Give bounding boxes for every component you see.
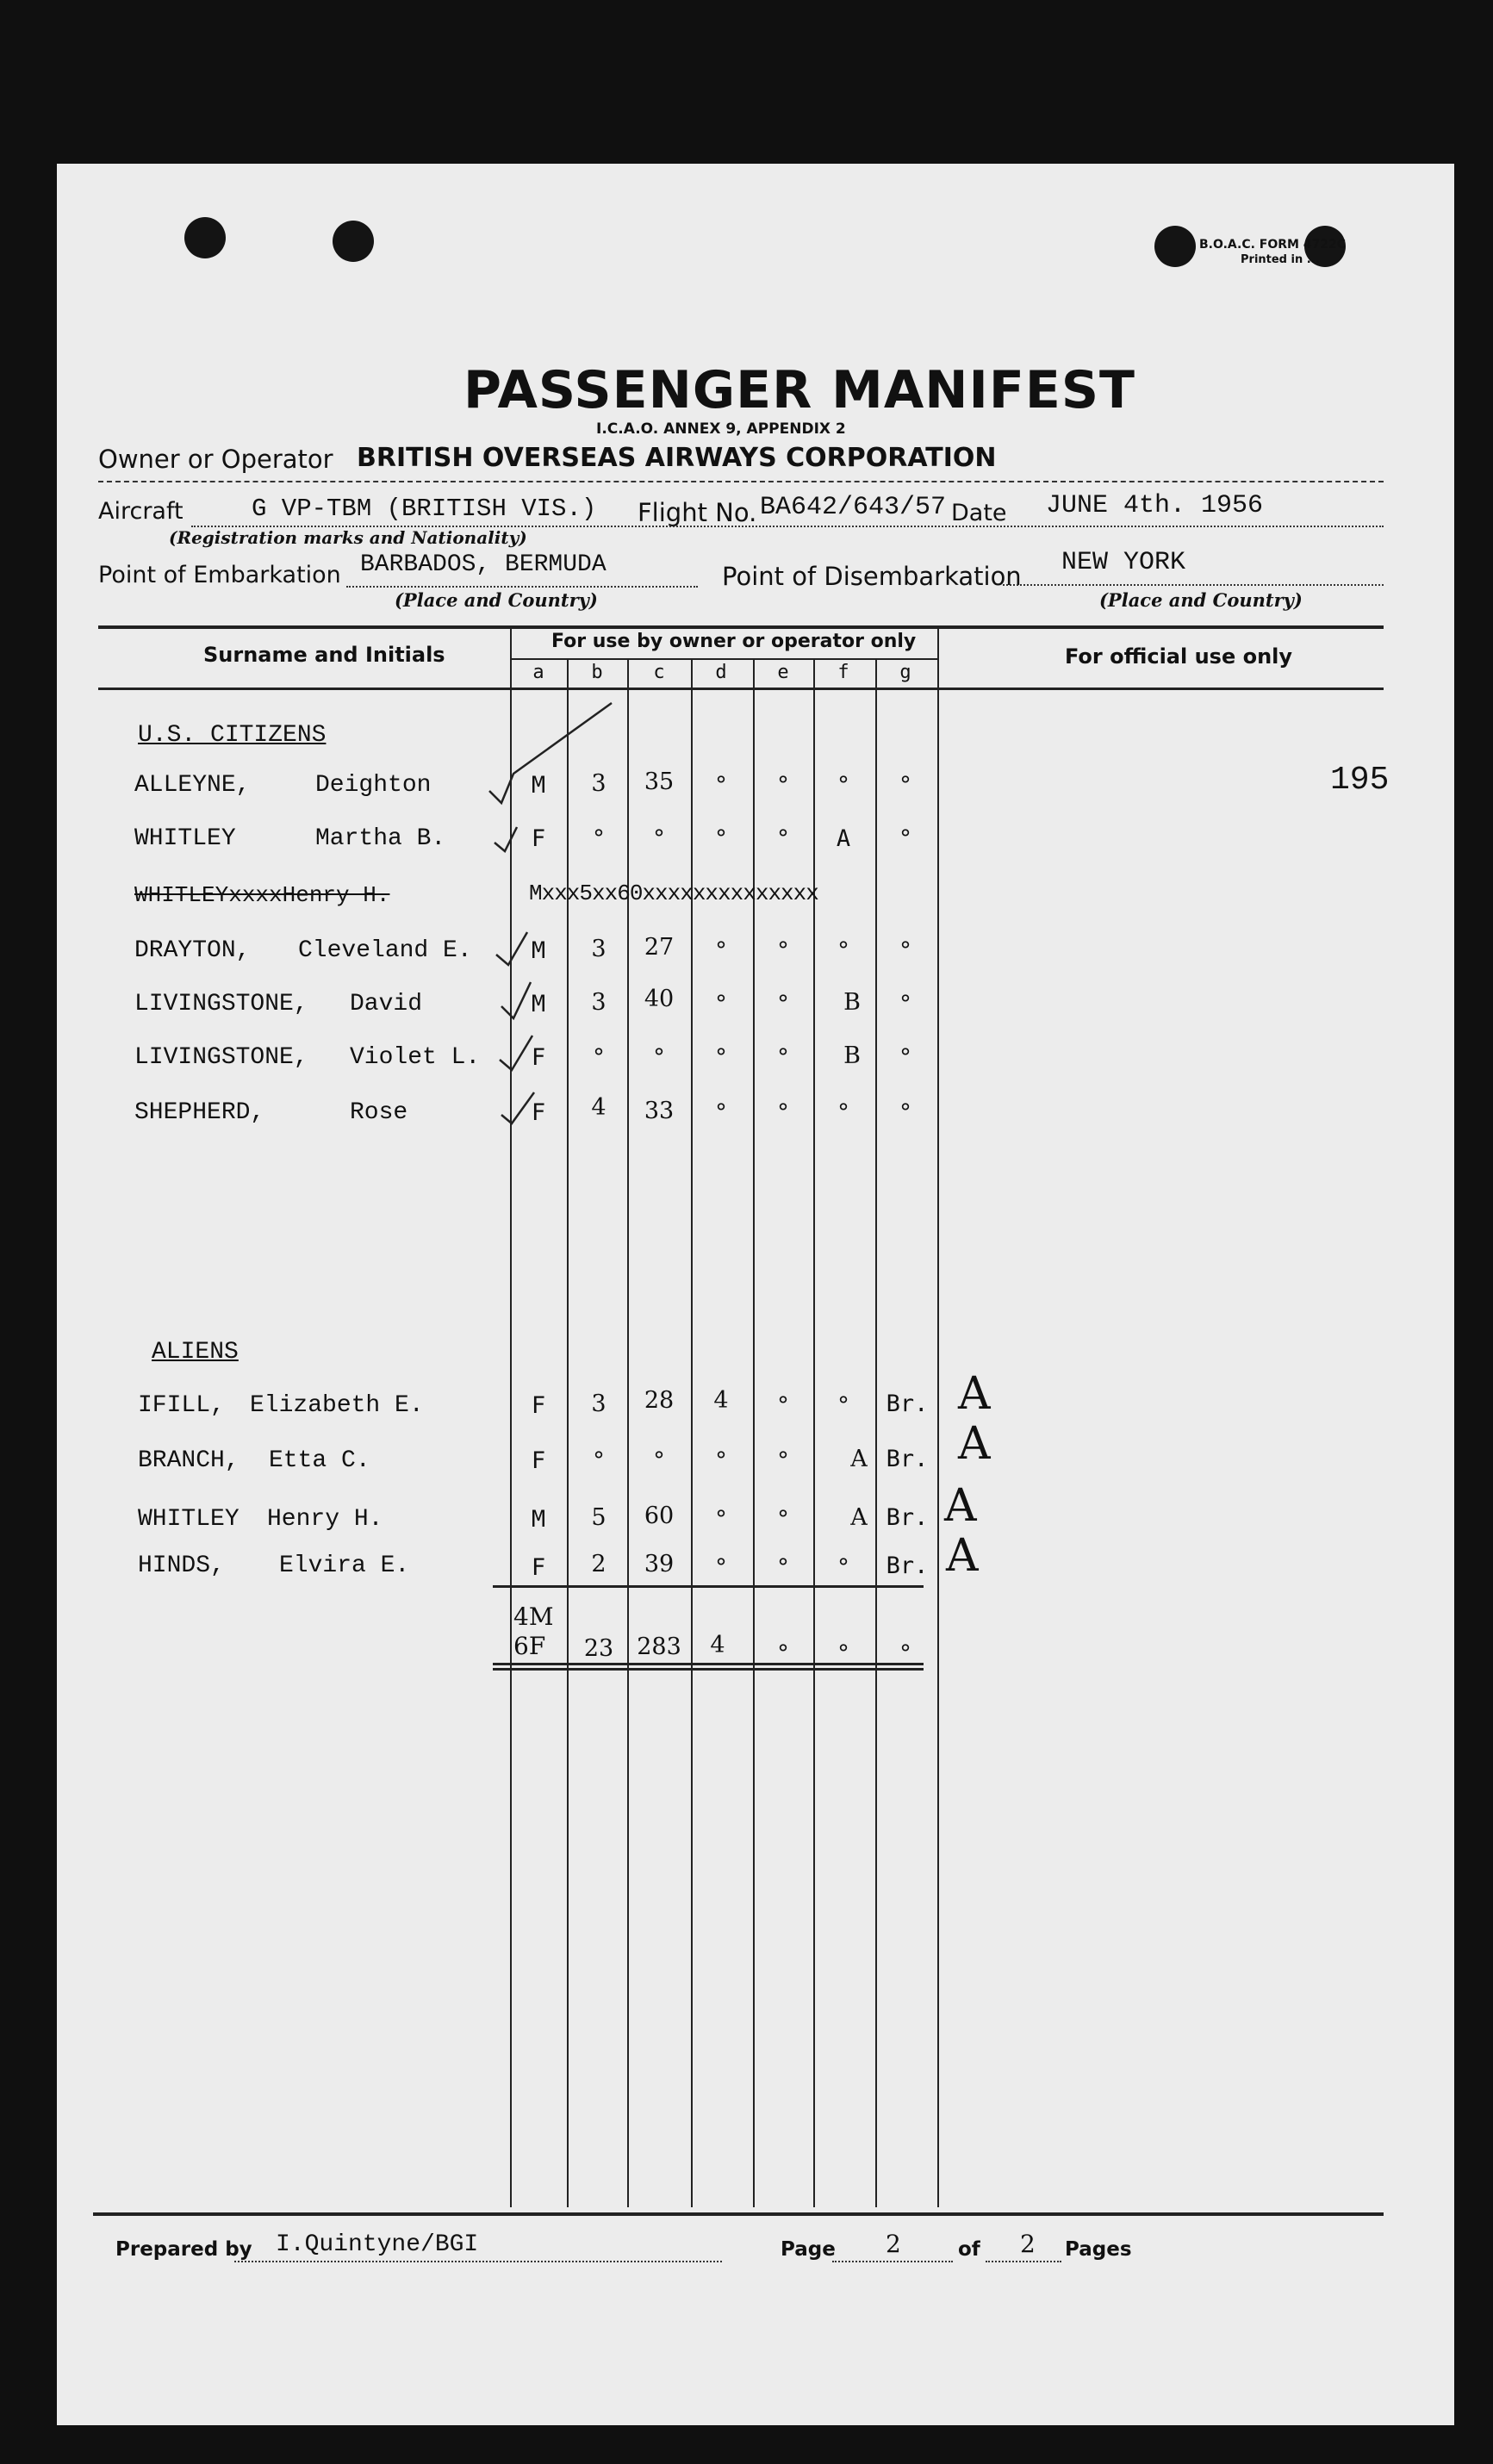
cell-g: ° <box>898 991 913 1017</box>
disembarkation-place-note: (Place and Country) <box>1099 589 1303 611</box>
cell-g: ° <box>898 1099 913 1126</box>
section-us-citizens: U.S. CITIZENS <box>138 722 327 749</box>
cell-f: ° <box>836 1099 851 1126</box>
cell-c: 28 <box>644 1387 675 1414</box>
embarkation-value: BARBADOS, BERMUDA <box>360 551 607 578</box>
surname-header: Surname and Initials <box>203 643 445 667</box>
cell-c: ° <box>651 1044 667 1071</box>
cell-a: M <box>531 991 546 1017</box>
section-aliens: ALIENS <box>152 1339 239 1366</box>
passenger-given-name: Henry H. <box>267 1506 383 1533</box>
date-value: JUNE 4th. 1956 <box>1046 491 1264 520</box>
passenger-given-name: Elizabeth E. <box>250 1392 424 1419</box>
passenger-given-name: Rose <box>350 1099 408 1126</box>
cell-f: ° <box>836 1554 851 1581</box>
page-label: Page <box>781 2238 836 2261</box>
cell-f: B <box>843 989 861 1016</box>
cell-e: ° <box>775 937 791 964</box>
prepared-label: Prepared by <box>115 2238 252 2261</box>
passenger-surname: SHEPHERD, <box>134 1099 265 1126</box>
passenger-surname: LIVINGSTONE, <box>134 1044 308 1071</box>
column-header-a: a <box>532 662 544 683</box>
punch-hole <box>333 221 374 262</box>
totals-top-rule <box>493 1585 924 1588</box>
cell-d: 4 <box>713 1387 729 1414</box>
table-top-rule <box>98 625 1384 629</box>
page-number: 2 <box>886 2230 901 2258</box>
page-stamp: 195 <box>1330 762 1390 799</box>
cell-b: ° <box>591 1447 607 1474</box>
column-header-d: d <box>715 662 727 683</box>
cell-c: ° <box>651 825 667 852</box>
column-divider <box>937 629 939 2207</box>
cell-b: 4 <box>591 1094 607 1121</box>
cell-d: ° <box>713 772 729 799</box>
totals-bottom-rule-2 <box>493 1668 924 1671</box>
column-header-g: g <box>899 662 911 683</box>
passenger-surname: DRAYTON, <box>134 937 251 964</box>
flight-value: BA642/643/57 <box>760 493 947 522</box>
cell-e: ° <box>775 1099 791 1126</box>
column-divider <box>875 658 877 2207</box>
official-mark: A <box>958 1418 991 1470</box>
form-number: B.O.A.C. FORM 4722C <box>1199 238 1347 252</box>
disembarkation-rule <box>1003 584 1384 586</box>
passenger-given-name: Cleveland E. <box>298 937 472 964</box>
passenger-surname: ALLEYNE, <box>134 772 251 799</box>
cell-g: Br. <box>886 1504 929 1531</box>
total-d: 4 <box>710 1632 725 1658</box>
prepared-rule <box>234 2261 722 2262</box>
passenger-given-name: Violet L. <box>350 1044 481 1071</box>
registration-note: (Registration marks and Nationality) <box>169 527 527 548</box>
total-pages: 2 <box>1020 2230 1036 2258</box>
cell-a: M <box>531 772 546 799</box>
cell-e: ° <box>775 1554 791 1581</box>
passenger-given-name: David <box>350 991 423 1017</box>
cell-d: ° <box>713 1099 729 1126</box>
pages-label: Pages <box>1065 2238 1132 2261</box>
cell-a: F <box>531 825 546 852</box>
check-mark <box>501 1092 534 1123</box>
cell-e: ° <box>775 991 791 1017</box>
cell-b: ° <box>591 1044 607 1071</box>
cell-d: ° <box>713 1447 729 1474</box>
passenger-given-name: Elvira E. <box>279 1552 410 1579</box>
aircraft-label: Aircraft <box>98 498 184 525</box>
passenger-surname: IFILL, <box>138 1392 225 1419</box>
cell-c: 35 <box>644 768 675 795</box>
cell-c: 33 <box>644 1098 675 1124</box>
cell-c: 27 <box>644 934 675 961</box>
check-marks <box>482 698 629 1137</box>
passenger-given-name: Martha B. <box>315 825 446 852</box>
form-printed-note: Printed in ... <box>1241 253 1320 266</box>
check-mark <box>496 932 527 965</box>
page-subtitle: I.C.A.O. ANNEX 9, APPENDIX 2 <box>596 420 846 438</box>
embarkation-place-note: (Place and Country) <box>395 589 598 611</box>
disembarkation-value: NEW YORK <box>1061 548 1186 577</box>
punch-hole <box>184 217 226 258</box>
cell-b: ° <box>591 825 607 852</box>
cell-g: Br. <box>886 1391 929 1417</box>
owner-label: Owner or Operator <box>98 445 333 474</box>
total-male: 4M <box>513 1602 554 1631</box>
cell-a: F <box>531 1447 546 1474</box>
cell-b: 2 <box>591 1551 607 1577</box>
owner-rule <box>98 481 1384 482</box>
cell-e: ° <box>775 1506 791 1533</box>
struck-passenger-name: WHITLEYxxxxHenry H. <box>134 882 390 908</box>
header-bottom-rule <box>98 688 1384 690</box>
embarkation-label: Point of Embarkation <box>98 562 341 588</box>
check-mark <box>489 703 612 803</box>
cell-c: 60 <box>644 1503 675 1529</box>
official-mark: A <box>946 1530 979 1582</box>
cell-f: A <box>850 1446 868 1472</box>
date-label: Date <box>951 500 1007 526</box>
cell-g: ° <box>898 772 913 799</box>
cell-b: 5 <box>591 1504 607 1531</box>
cell-d: ° <box>713 1044 729 1071</box>
cell-f: ° <box>836 937 851 964</box>
cell-g: ° <box>898 1044 913 1071</box>
of-label: of <box>958 2238 980 2261</box>
cell-a: M <box>531 1506 546 1533</box>
total-g: ° <box>898 1640 913 1667</box>
total-f: ° <box>836 1640 851 1667</box>
page-rule <box>832 2261 953 2262</box>
cell-c: 40 <box>644 986 675 1012</box>
embarkation-rule <box>346 586 698 588</box>
cell-e: ° <box>775 1044 791 1071</box>
cell-d: ° <box>713 1506 729 1533</box>
flight-label: Flight No. <box>638 498 757 527</box>
total-b: 23 <box>583 1635 614 1662</box>
cell-g: ° <box>898 937 913 964</box>
official-mark: A <box>958 1368 991 1420</box>
cell-g: ° <box>898 825 913 852</box>
cell-b: 3 <box>591 989 607 1016</box>
column-header-b: b <box>591 662 603 683</box>
cell-c: 39 <box>644 1551 675 1577</box>
cell-a: M <box>531 937 546 964</box>
cell-d: ° <box>713 825 729 852</box>
owner-value: BRITISH OVERSEAS AIRWAYS CORPORATION <box>357 443 997 473</box>
passenger-surname: HINDS, <box>138 1552 225 1579</box>
column-header-f: f <box>837 662 849 683</box>
cell-b: 3 <box>591 936 607 962</box>
page-title: PASSENGER MANIFEST <box>463 360 1135 420</box>
cell-f: A <box>836 825 851 852</box>
cell-f: B <box>843 1042 861 1069</box>
check-mark <box>495 827 517 851</box>
cell-e: ° <box>775 772 791 799</box>
cell-a: F <box>531 1392 546 1419</box>
official-header: For official use only <box>1065 644 1293 669</box>
disembarkation-label: Point of Disembarkation <box>722 562 1022 591</box>
cell-e: ° <box>775 1392 791 1419</box>
passenger-surname: LIVINGSTONE, <box>134 991 308 1017</box>
cell-g: Br. <box>886 1552 929 1579</box>
punch-hole <box>1154 226 1196 267</box>
cell-a: F <box>531 1044 546 1071</box>
footer-rule <box>93 2212 1384 2216</box>
cell-g: Br. <box>886 1446 929 1472</box>
total-e: ° <box>775 1640 791 1667</box>
official-mark: A <box>944 1480 977 1532</box>
total-c: 283 <box>637 1633 681 1660</box>
cell-b: 3 <box>591 770 607 797</box>
column-header-c: c <box>653 662 665 683</box>
passenger-surname: WHITLEY <box>134 825 236 852</box>
cell-a: F <box>531 1099 546 1126</box>
cell-d: ° <box>713 1554 729 1581</box>
cell-d: ° <box>713 937 729 964</box>
check-mark <box>500 1036 532 1070</box>
check-mark <box>501 982 531 1018</box>
cell-a: F <box>531 1554 546 1581</box>
aircraft-value: G VP-TBM (BRITISH VIS.) <box>252 495 597 523</box>
of-rule <box>986 2261 1061 2262</box>
operator-header: For use by owner or operator only <box>551 631 917 652</box>
cell-e: ° <box>775 825 791 852</box>
total-female: 6F <box>513 1632 546 1660</box>
passenger-given-name: Deighton <box>315 772 432 799</box>
cell-f: A <box>850 1504 868 1531</box>
cell-f: ° <box>836 772 851 799</box>
cell-c: ° <box>651 1447 667 1474</box>
passenger-surname: BRANCH, <box>138 1447 240 1474</box>
cell-f: ° <box>836 1392 851 1419</box>
cell-d: ° <box>713 991 729 1017</box>
cell-e: ° <box>775 1447 791 1474</box>
passenger-surname: WHITLEY <box>138 1506 240 1533</box>
struck-row-cells: Mxxx5xx60xxxxxxxxxxxxxx <box>529 880 818 906</box>
cell-b: 3 <box>591 1391 607 1417</box>
column-header-e: e <box>777 662 789 683</box>
passenger-given-name: Etta C. <box>269 1447 370 1474</box>
prepared-value: I.Quintyne/BGI <box>276 2231 479 2258</box>
